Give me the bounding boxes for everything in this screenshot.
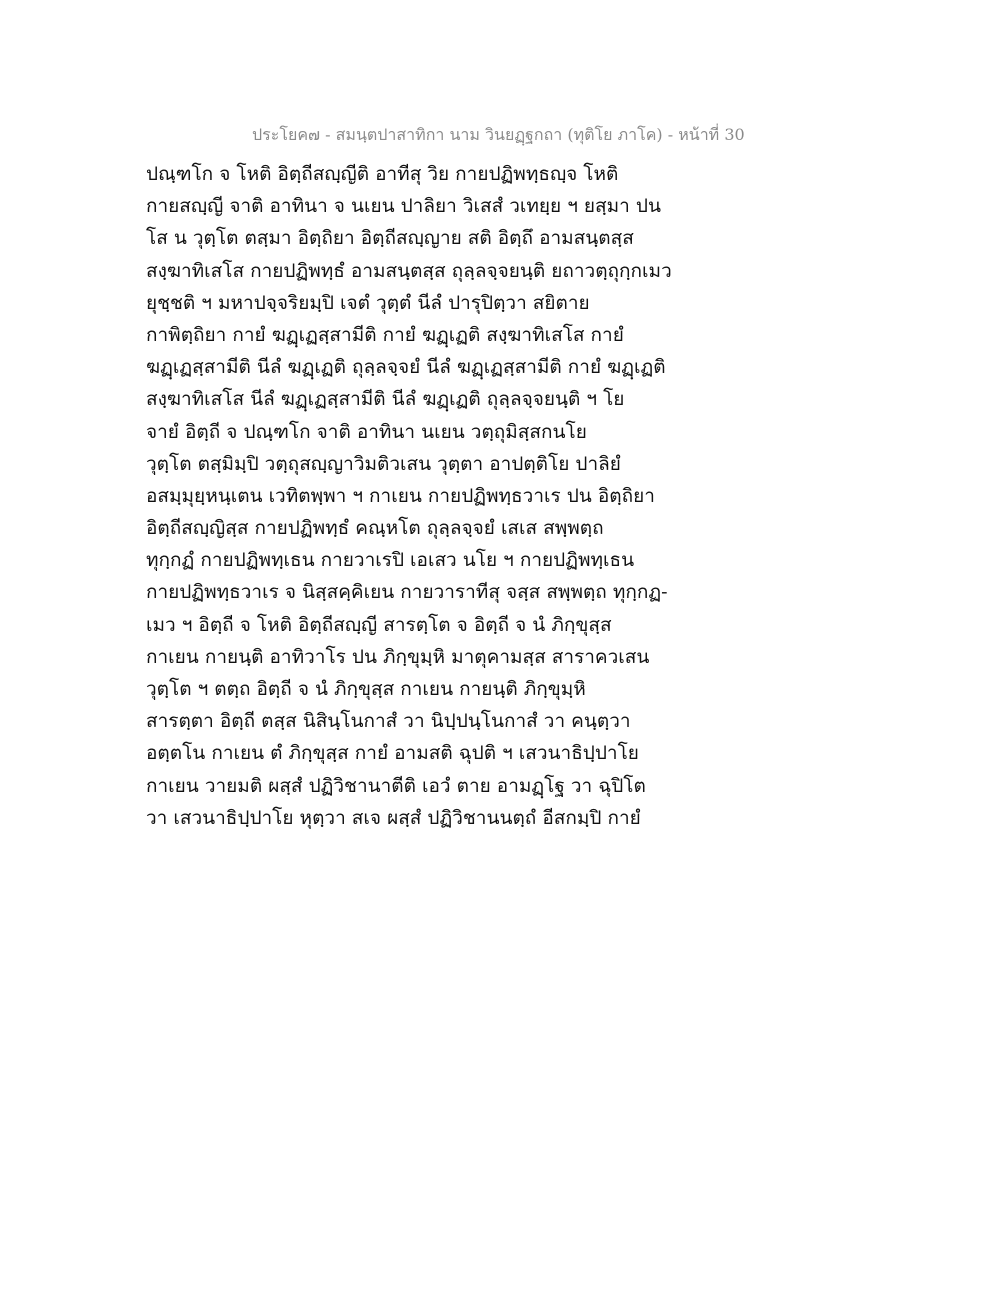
text-line: ปณฺฑโก จ โหติ อิตฺถีสญฺญีติ อาทีสุ วิย กายปฏิพทฺธญฺจ โหติ: [146, 163, 619, 185]
text-line: ทุกฺกฏํ กายปฏิพทฺเธน กายวาเรปิ เอเสว นโย ฯ กายปฏิพทฺเธน: [146, 549, 635, 572]
text-line: เมว ฯ อิตฺถี จ โหติ อิตฺถีสญฺญี สารตฺโต จ อิตฺถี จ นํ ภิกฺขุสฺส: [146, 613, 612, 636]
text-line: จายํ อิตฺถี จ ปณฺฑโก จาติ อาทินา นเยน วตฺถุมิสฺสกนโย: [146, 420, 587, 443]
text-line: กายปฏิพทฺธวาเร จ นิสฺสคฺคิเยน กายวาราทีสุ จสฺส สพฺพตฺถ ทุกฺกฏ-: [146, 581, 668, 604]
text-line: วา เสวนาธิปฺปาโย หุตฺวา สเจ ผสฺสํ ปฏิวิชานนตฺถํ อีสกมฺปิ กายํ: [146, 806, 641, 829]
text-line: อสมฺมุยฺหนฺเตน เวทิตพฺพา ฯ กาเยน กายปฏิพทฺธวาเร ปน อิตฺถิยา: [146, 484, 655, 507]
text-line: ยุชฺชติ ฯ มหาปจฺจริยมฺปิ เจตํ วุตฺตํ นีลํ ปารุปิตฺวา สยิตาย: [146, 291, 590, 314]
body-text: [146, 158, 846, 834]
running-header: ประโยค๗ - สมนฺตปาสาทิกา นาม วินยฏฺฐกถา (ทุติโย ภาโค) - หน้าที่ 30: [252, 125, 745, 144]
text-line: สงฺฆาทิเสโส นีลํ ฆฏฺเฏสฺสามีติ นีลํ ฆฏฺเฏติ ถุลฺลจฺจยนฺติ ฯ โย: [146, 388, 625, 411]
text-line: อิตฺถีสญฺญิสฺส กายปฏิพทฺธํ คณฺหโต ถุลฺลจฺจยํ เสเส สพฺพตฺถ: [146, 517, 604, 540]
text-line: วุตฺโต ตสฺมิมฺปิ วตฺถุสญฺญาวิมติวเสน วุตฺตา อาปตฺติโย ปาลิยํ: [146, 452, 621, 475]
text-line: สารตฺตา อิตฺถี ตสฺส นิสินฺโนกาสํ วา นิปฺปนฺโนกาสํ วา คนฺตฺวา: [146, 710, 631, 733]
text-line: วุตฺโต ฯ ตตฺถ อิตฺถี จ นํ ภิกฺขุสฺส กาเยน กายนฺติ ภิกฺขุมฺหิ: [146, 678, 586, 700]
text-line: อตฺตโน กาเยน ตํ ภิกฺขุสฺส กายํ อามสติ ฉุปติ ฯ เสวนาธิปฺปาโย: [146, 742, 639, 765]
text-line: กาเยน กายนฺติ อาทิวาโร ปน ภิกฺขุมฺหิ มาตุคามสฺส สาราควเสน: [146, 645, 650, 668]
text-line: สงฺฆาทิเสโส กายปฏิพทฺธํ อามสนฺตสฺส ถุลฺลจฺจยนฺติ ยถาวตฺถุกฺกเมว: [146, 259, 672, 282]
text-line: โส น วุตฺโต ตสฺมา อิตฺถิยา อิตฺถีสญฺญาย สติ อิตฺถึ อามสนฺตสฺส: [146, 227, 634, 250]
text-line: กาเยน วายมติ ผสฺสํ ปฏิวิชานาตีติ เอวํ ตาย อามฏฺโฐ วา ฉุปิโต: [146, 774, 646, 797]
text-line: กาพิตฺถิยา กายํ ฆฏฺเฏสฺสามีติ กายํ ฆฏฺเฏติ สงฺฆาทิเสโส กายํ: [146, 323, 624, 346]
text-line: ฆฏฺเฏสฺสามีติ นีลํ ฆฏฺเฏติ ถุลฺลจฺจยํ นีลํ ฆฏฺเฏสฺสามีติ กายํ ฆฏฺเฏติ: [146, 356, 666, 379]
text-line: กายสญฺญี จาติ อาทินา จ นเยน ปาลิยา วิเสสํ วเทยฺย ฯ ยสฺมา ปน: [146, 195, 661, 218]
